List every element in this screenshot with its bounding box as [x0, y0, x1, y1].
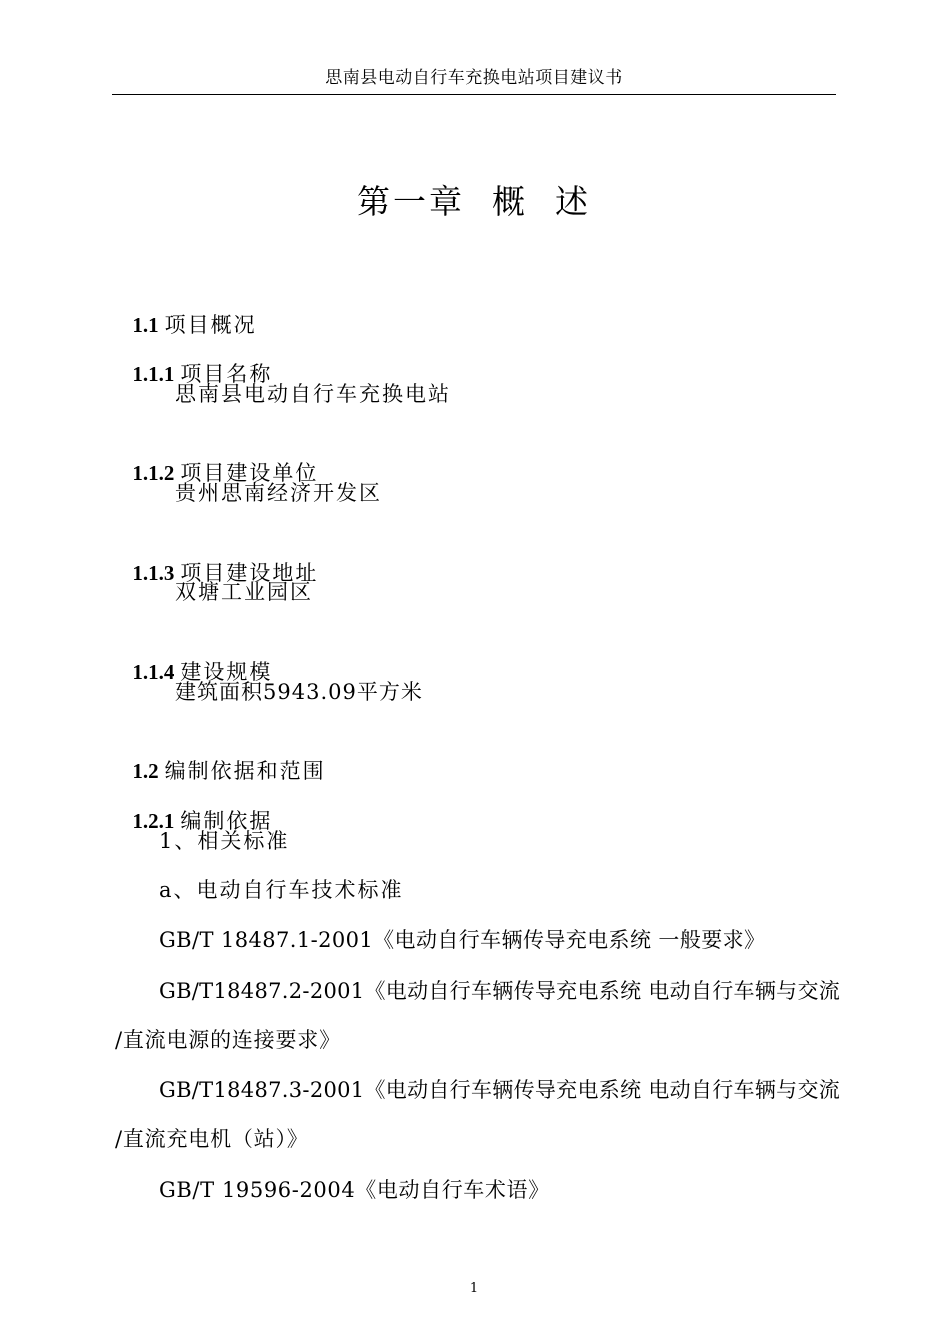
list-item-1: 1、相关标准 [159, 829, 290, 853]
section-title: 项目建设单位 [180, 461, 319, 485]
section-number: 1.1 [132, 313, 159, 337]
section-number: 1.1.2 [132, 461, 175, 485]
project-name-text: 思南县电动自行车充换电站 [175, 382, 451, 406]
section-number: 1.2 [132, 759, 159, 783]
chapter-title: 第一章 概 述 [357, 182, 591, 221]
header-rule [112, 94, 836, 95]
standard-3-line-1: GB/T18487.3-2001《电动自行车辆传导充电系统 电动自行车辆与交流 [159, 1078, 841, 1102]
section-number: 1.1.3 [132, 561, 175, 585]
section-title: 项目建设地址 [180, 561, 319, 585]
list-item-a: a、电动自行车技术标准 [159, 878, 404, 902]
scale-text: 建筑面积5943.09平方米 [175, 680, 423, 704]
section-number: 1.2.1 [132, 809, 175, 833]
standard-2-line-2: /直流电源的连接要求》 [115, 1028, 341, 1052]
section-title: 编制依据 [180, 809, 273, 833]
section-title: 编制依据和范围 [164, 759, 326, 783]
section-title: 项目名称 [180, 362, 273, 386]
page-number: 1 [469, 1281, 479, 1296]
standard-3-line-2: /直流充电机（站）》 [115, 1127, 309, 1151]
section-title: 项目概况 [164, 313, 257, 337]
builder-text: 贵州思南经济开发区 [175, 481, 382, 505]
standard-2-line-1: GB/T18487.2-2001《电动自行车辆传导充电系统 电动自行车辆与交流 [159, 979, 841, 1003]
section-number: 1.1.1 [132, 362, 175, 386]
section-title: 建设规模 [180, 660, 273, 684]
standard-4: GB/T 19596-2004《电动自行车术语》 [159, 1178, 550, 1202]
running-header: 思南县电动自行车充换电站项目建议书 [325, 68, 623, 88]
address-text: 双塘工业园区 [175, 580, 313, 604]
section-number: 1.1.4 [132, 660, 175, 684]
standard-1: GB/T 18487.1-2001《电动自行车辆传导充电系统 一般要求》 [159, 928, 766, 952]
